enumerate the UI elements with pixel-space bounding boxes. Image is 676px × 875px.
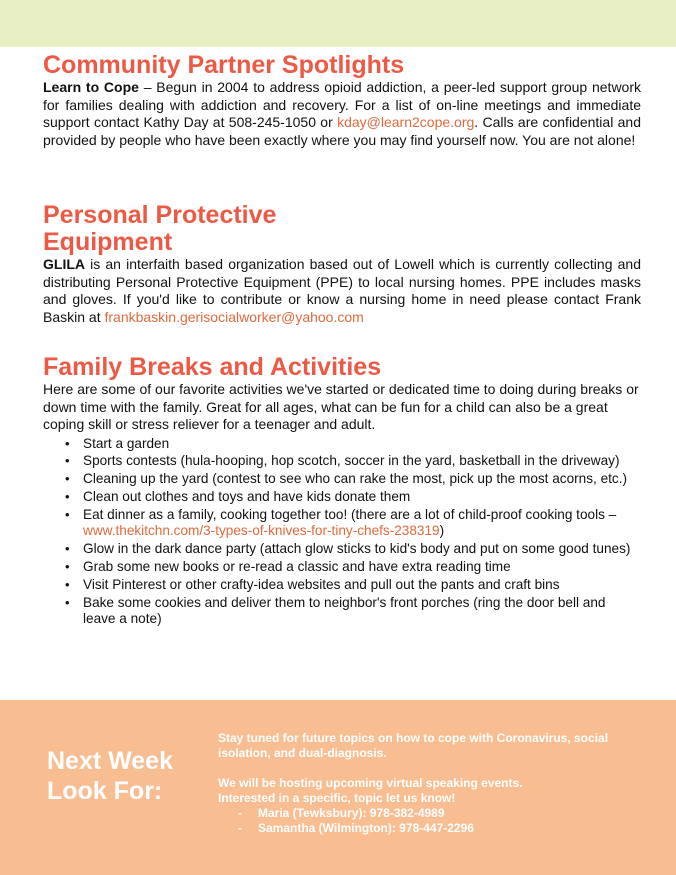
glila-text: is an interfaith based organization based out of Lowell which is currently collecting and distributing Personal Protective Equipment (PPE) to local nursing homes. PPE includes masks and gloves. If you'd like to contribute or know a nursing home in need please contact Frank Baskin at bbox=[43, 256, 641, 325]
org-name-glila: GLILA bbox=[43, 256, 85, 272]
bullet-icon: • bbox=[65, 559, 70, 575]
list-item: • Glow in the dark dance party (attach glow sticks to kid's body and put on some good tunes) bbox=[65, 541, 631, 557]
bullet-icon: • bbox=[65, 435, 70, 451]
activities-list bbox=[43, 436, 648, 629]
bullet-icon: • bbox=[65, 488, 70, 504]
footer-spacer bbox=[218, 761, 658, 776]
list-item: • Clean out clothes and toys and have kids donate them bbox=[65, 488, 411, 504]
virtual-events-text: We will be hosting upcoming virtual speaking events. bbox=[218, 776, 523, 790]
interest-text: Interested in a specific, topic let us know! bbox=[218, 791, 456, 805]
next-week-footer bbox=[0, 700, 676, 875]
section-heading-community-partners: Community Partner Spotlights bbox=[43, 51, 405, 79]
family-activities-section bbox=[43, 354, 648, 629]
next-week-details bbox=[218, 731, 658, 836]
section-heading-family-activities: Family Breaks and Activities bbox=[43, 353, 382, 381]
list-item: • Sports contests (hula-hooping, hop scotch, soccer in the yard, basketball in the driveway) bbox=[65, 453, 620, 469]
top-color-band bbox=[0, 0, 676, 47]
bullet-icon: • bbox=[65, 594, 70, 610]
contact-list bbox=[218, 806, 658, 836]
learn-to-cope-paragraph bbox=[43, 79, 641, 149]
section-heading-ppe bbox=[43, 202, 641, 256]
activities-intro: Here are some of our favorite activities we've started or dedicated time to doing during breaks or down time with the family. Great for all ages, what can be fun for a child can also be a great coping skill or stress reliever for a teenager and adult. bbox=[43, 381, 639, 432]
heading-ppe-line2: Equipment bbox=[43, 228, 173, 256]
heading-ppe-line1: Personal Protective bbox=[43, 201, 277, 229]
contact-maria: - Maria (Tewksbury): 978-382-4989 bbox=[238, 806, 445, 820]
kday-email-link[interactable]: kday@learn2cope.org bbox=[337, 114, 475, 130]
learn-to-cope-text-end: . Calls are confidential and provided by people who have been exactly where you may find yourself now. You are not alone! bbox=[43, 114, 641, 148]
frank-baskin-email-link[interactable]: frankbaskin.gerisocialworker@yahoo.com bbox=[104, 308, 364, 325]
bullet-icon: • bbox=[65, 576, 70, 592]
bullet-icon: • bbox=[65, 506, 70, 522]
list-item: • Cleaning up the yard (contest to see who can rake the most, pick up the most acorns, etc.) bbox=[65, 471, 628, 487]
thekitchn-link[interactable]: www.thekitchn.com/3-types-of-knives-for-tiny-chefs-238319 bbox=[83, 523, 440, 539]
list-item: • Visit Pinterest or other crafty-idea websites and pull out the pants and craft bins bbox=[65, 576, 560, 592]
list-item: • Start a garden bbox=[65, 435, 170, 451]
glila-paragraph bbox=[43, 256, 641, 326]
org-name-learn-to-cope: Learn to Cope bbox=[43, 79, 139, 95]
community-partner-section bbox=[43, 52, 641, 149]
contact-samantha: - Samantha (Wilmington): 978-447-2296 bbox=[238, 821, 474, 835]
learn-to-cope-text: – Begun in 2004 to address opioid addiction, a peer-led support group network for families dealing with addiction and recovery. For a list of on-line meetings and immediate support contact Kathy Day at 508-245-1050 or bbox=[43, 79, 642, 130]
ppe-section bbox=[43, 202, 641, 326]
future-topics-text: Stay tuned for future topics on how to cope with Coronavirus, social isolation, and dual-diagnosis. bbox=[218, 731, 609, 760]
list-item: • Bake some cookies and deliver them to neighbor's front porches (ring the door bell and leave a note) bbox=[65, 594, 606, 627]
list-item: • Grab some new books or re-read a classic and have extra reading time bbox=[65, 559, 511, 575]
list-item: • Eat dinner as a family, cooking together too! (there are a lot of child-proof cooking tools – www.thekitchn.com/3-types-of-knives-for-tiny-chefs-238319) bbox=[65, 506, 617, 539]
bullet-icon: • bbox=[65, 471, 70, 487]
next-week-title: Next Week Look For: bbox=[47, 747, 173, 805]
bullet-icon: • bbox=[65, 453, 70, 469]
bullet-icon: • bbox=[65, 541, 70, 557]
